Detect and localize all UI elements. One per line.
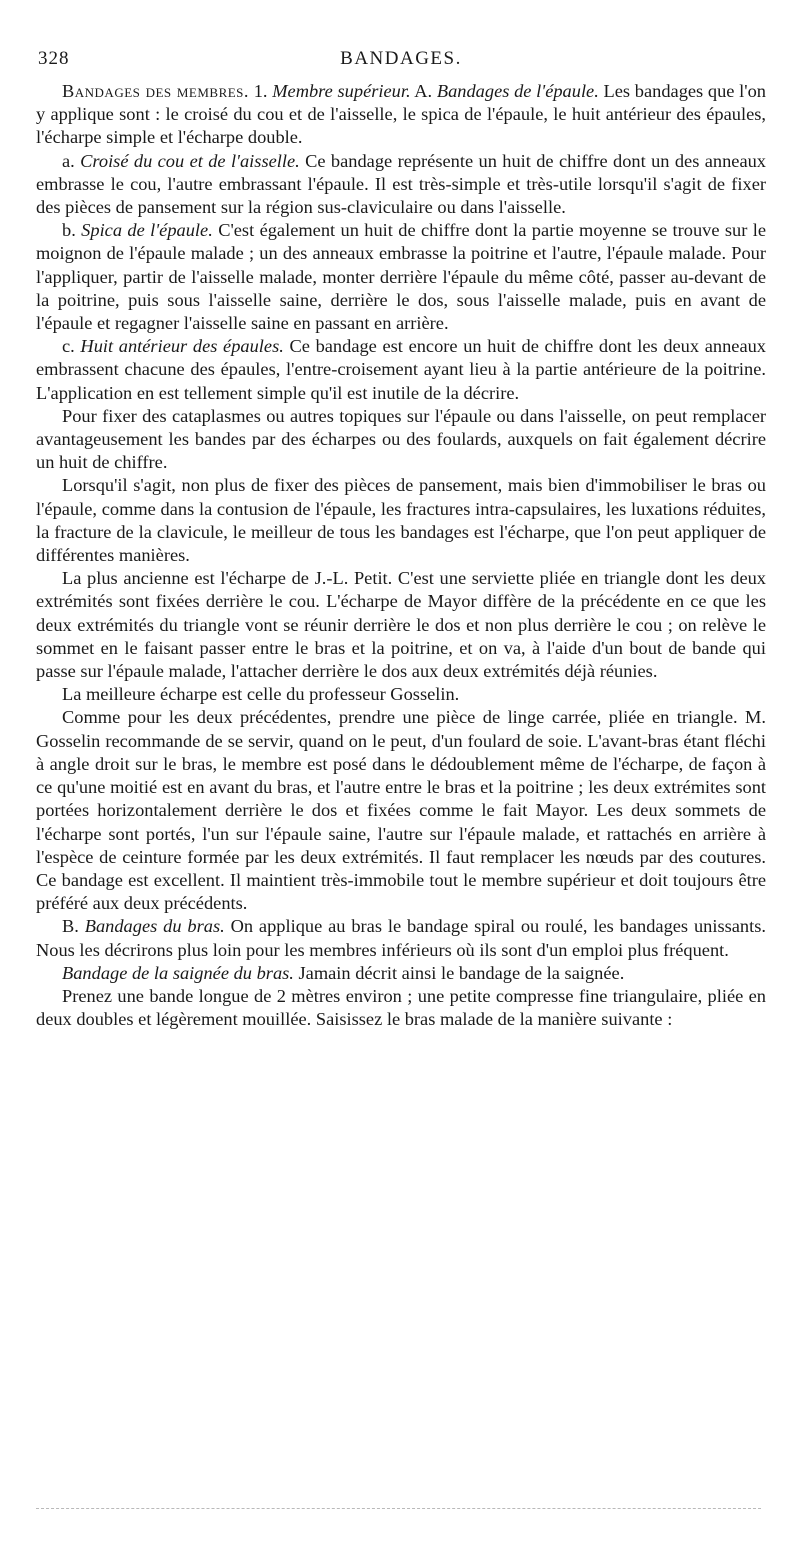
paragraph-text: Les bandages que l'on y applique sont : le croisé du cou et de l'aisselle, le spica de l'épaule, le huit antérieur des épaules, l'écharpe simple et l'écharpe double. [36, 81, 766, 148]
item-heading: Bandage de la saignée du bras. [62, 962, 294, 983]
paragraph-bandages-membres [36, 80, 766, 150]
item-heading: Spica de l'épaule. [81, 220, 213, 241]
paragraph-text: Jamain décrit ainsi le bandage de la saignée. [293, 962, 625, 983]
footer-divider [36, 1508, 761, 1509]
paragraph-bande: Prenez une bande longue de 2 mètres environ ; une petite compresse fine triangulaire, pliée en deux doubles et légèrement mouillée. Saisissez le bras malade de la manière suivante : [36, 985, 766, 1030]
paragraph-echarpe-petit: La plus ancienne est l'écharpe de J.-L. Petit. C'est une serviette pliée en triangle dont les deux extrémités sont fixées derrière le cou. L'écharpe de Mayor diffère de la précédente en ce que les deux extrémités du triangle vont se réunir derrière le dos et non plus derrière le cou ; on relève le sommet en le faisant passer entre le bras et la poitrine, et on va, à l'aide d'un bout de bande qui passe sur l'épaule malade, l'attacher derrière le dos aux deux extrémités déjà réunies. [36, 568, 766, 682]
page-number: 328 [38, 48, 70, 69]
paragraph-text: C'est également un huit de chiffre dont la partie moyenne se trouve sur le moignon de l'épaule malade ; un des anneaux embrasse la poitrine et l'autre, l'épaule malade. Pour l'appliquer, partir de l'aisselle malade, monter derrière l'épaule du même côté, passer au-devant de la poitrine, puis sous l'aisselle saine, derrière le dos, sous l'aisselle malade, puis en avant de l'épaule et regagner l'aisselle saine en passant en arrière. [36, 220, 767, 334]
paragraph-gosselin-intro: La meilleure écharpe est celle du professeur Gosselin. [62, 684, 460, 705]
book-page [36, 44, 766, 1031]
item-marker: b. [62, 220, 82, 241]
item-heading: Croisé du cou et de l'aisselle. [80, 150, 300, 171]
paragraph-text: 1. [249, 81, 273, 101]
body-text [36, 80, 766, 1031]
running-head: BANDAGES. [340, 48, 462, 69]
paragraph-bandages-bras [36, 915, 766, 961]
paragraph-saignee [36, 962, 766, 985]
item-marker: c. [62, 336, 81, 357]
page-header [36, 44, 766, 74]
paragraph-text: Ce bandage est encore un huit de chiffre dont les deux anneaux embrassent chacune des épaules, l'entre-croisement ayant lieu à la partie antérieure de la poitrine. L'application en est tellement simple qu'il est inutile de la décrire. [36, 336, 766, 403]
paragraph-cataplasmes: Pour fixer des cataplasmes ou autres topiques sur l'épaule ou dans l'aisselle, on peut remplacer avantageusement les bandes par des écharpes ou des foulards, auxquels on fait également décrire un huit de chiffre. [36, 405, 766, 473]
item-heading: Huit antérieur des épaules. [80, 336, 284, 357]
item-marker: a. [62, 150, 81, 171]
subsection-heading: Bandages de l'épaule. [436, 81, 599, 101]
paragraph-immobiliser: Lorsqu'il s'agit, non plus de fixer des pièces de pansement, mais bien d'immobiliser le bras ou l'épaule, comme dans la contusion de l'épaule, les fractures intra-capsulaires, les luxations réduites, la fracture de la clavicule, le meilleur de tous les bandages est l'écharpe, que l'on peut appliquer de différentes manières. [36, 475, 766, 566]
subsection-heading: Membre supérieur. [272, 81, 411, 101]
paragraph-text: On applique au bras le bandage spiral ou roulé, les bandages unissants. Nous les décrirons plus loin pour les membres inférieurs où ils sont d'un emploi plus fréquent. [36, 916, 766, 960]
paragraph-text: Ce bandage représente un huit de chiffre dont un des anneaux embrasse le cou, l'autre embrassant l'épaule. Il est très-simple et très-utile lorsqu'il s'agit de fixer des pièces de pansement sur la région sus-claviculaire ou dans l'aisselle. [36, 150, 767, 218]
paragraph-huit [36, 335, 766, 405]
section-heading: Bandages des membres. [62, 81, 250, 101]
paragraph-croise [36, 150, 766, 220]
item-heading: Bandages du bras. [84, 916, 225, 937]
item-marker: B. [62, 916, 85, 937]
paragraph-text: A. [410, 81, 437, 101]
paragraph-spica [36, 219, 766, 335]
paragraph-gosselin-method: Comme pour les deux précédentes, prendre une pièce de linge carrée, pliée en triangle. M. Gosselin recommande de se servir, quand on le peut, d'un foulard de soie. L'avant-bras étant fléchi à angle droit sur le bras, le membre est posé dans le dédoublement même de l'écharpe, de façon à ce qu'une moitié est en avant du bras, et l'autre entre le bras et la poitrine ; les deux extrémites sont portées horizontalement derrière le dos et fixées comme le fait Mayor. Les deux sommets de l'écharpe sont portés, l'un sur l'épaule saine, l'autre sur l'épaule malade, et rattachés en arrière à l'espèce de ceinture formée par les deux extrémités. Il faut remplacer les nœuds par des coutures. Ce bandage est excellent. Il maintient très-immobile tout le membre supérieur et doit toujours être préféré aux deux précédents. [36, 707, 766, 914]
